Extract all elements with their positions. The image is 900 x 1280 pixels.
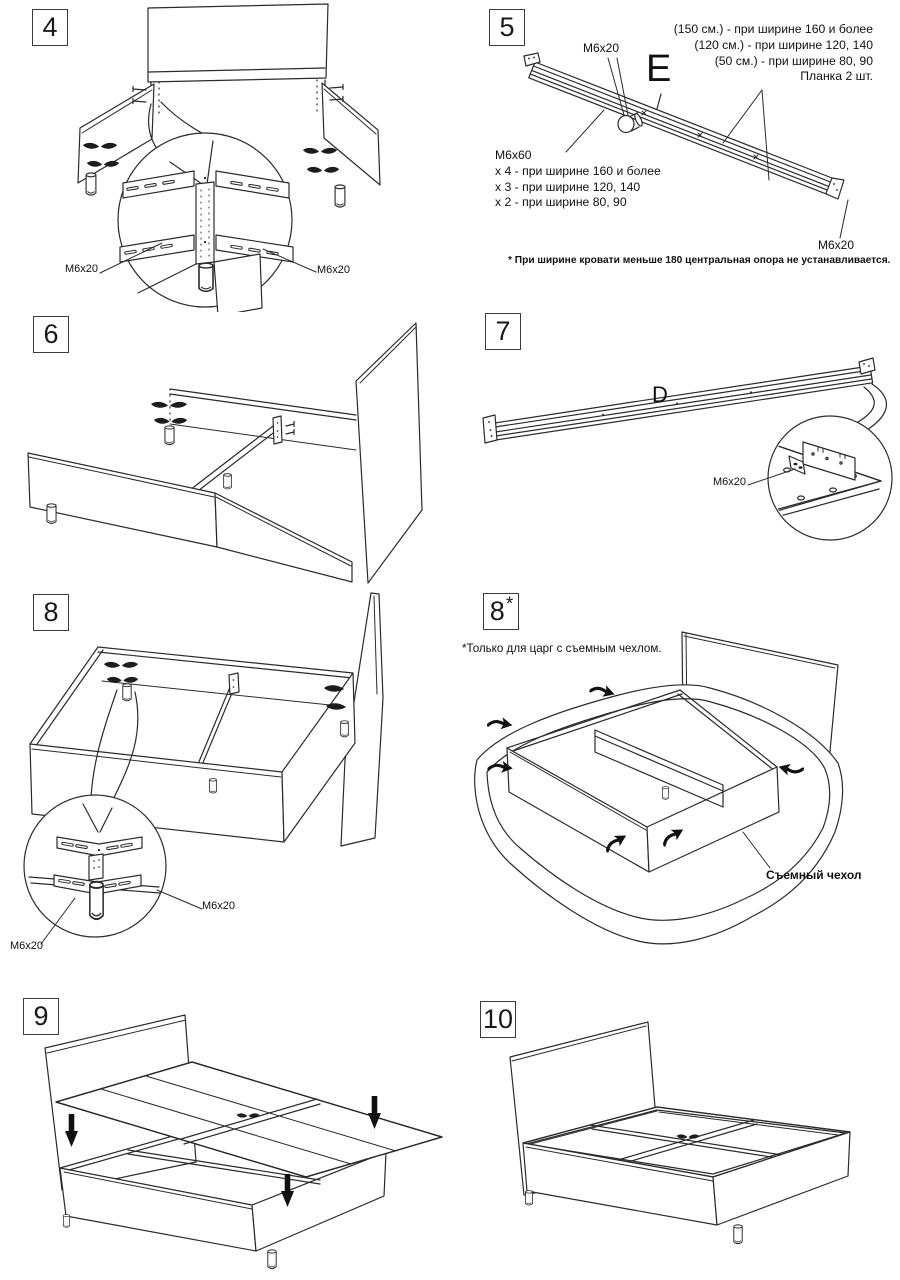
step-9-illustration — [0, 990, 460, 1280]
bed-leg-icon — [341, 721, 349, 737]
hardware-label-m6x20: M6x20 — [65, 263, 99, 275]
support-leg-icon — [224, 474, 232, 489]
step-6-illustration — [20, 313, 460, 600]
step-number: 8 — [489, 596, 505, 626]
hardware-label-m6x20: M6x20 — [583, 41, 620, 55]
step-4-panel — [20, 0, 460, 312]
bed-leg-icon — [123, 684, 131, 701]
part-letter-label: E — [646, 48, 673, 90]
hardware-label-m6x20: M6x20 — [202, 900, 236, 912]
bolt-spec-label: M6x60 — [495, 148, 532, 162]
press-arrow-icon — [488, 715, 514, 731]
bolt-count-line: x 2 - при ширине 80, 90 — [495, 195, 627, 210]
bolt-count-note — [495, 148, 661, 211]
step-9-panel — [0, 990, 460, 1280]
bed-leg-icon — [90, 882, 103, 919]
corner-bracket-icon — [107, 677, 138, 683]
bed-leg-icon — [86, 173, 96, 195]
step-9-number-box — [23, 998, 59, 1035]
step-number: 9 — [33, 1001, 49, 1031]
plank-size-note — [674, 22, 873, 85]
removable-cover-outline — [475, 685, 843, 944]
step-4-number-box — [32, 9, 68, 46]
step-7-panel — [455, 300, 900, 597]
step-8-number-box — [33, 594, 69, 631]
step-7-illustration — [455, 300, 900, 597]
hardware-label-m6x20: M6x20 — [818, 238, 855, 252]
size-note-line: (150 см.) - при ширине 160 и более — [673, 22, 873, 36]
bed-leg-icon — [199, 263, 213, 291]
support-leg-icon — [210, 779, 217, 793]
hardware-label-m6x20: M6x20 — [713, 476, 747, 488]
bolt-icon — [618, 113, 644, 133]
size-note-line: Планка 2 шт. — [800, 69, 873, 84]
bolt-count-line: x 3 - при ширине 120, 140 — [495, 179, 641, 194]
step-10-number-box — [480, 1001, 516, 1038]
width-footnote: * При ширине кровати меньше 180 центральная опора не устанавливается. — [508, 255, 891, 266]
step-6-number-box — [33, 316, 69, 353]
step-number-asterisk: * — [505, 593, 514, 615]
support-leg-icon — [662, 787, 668, 800]
bed-leg-icon — [165, 426, 174, 445]
size-note-line: (120 см.) - при ширине 120, 140 — [694, 37, 873, 52]
step-5-panel — [480, 0, 900, 278]
step-number: 6 — [43, 319, 59, 349]
step-8-panel — [5, 580, 455, 982]
bed-leg-icon — [734, 1225, 742, 1244]
step-10-panel — [460, 990, 900, 1280]
step-8-illustration — [5, 580, 455, 982]
step-5-number-box — [489, 9, 525, 46]
part-letter-label: D — [652, 382, 668, 407]
removable-cover-label: Съемный чехол — [766, 868, 862, 882]
cover-applicability-note: *Только для царг с съемным чехлом. — [462, 642, 662, 655]
corner-bracket-icon — [104, 662, 138, 668]
step-number: 10 — [482, 1004, 514, 1034]
bed-leg-icon — [63, 1215, 69, 1228]
hardware-label-m6x20: M6x20 — [10, 940, 44, 952]
size-note-line: (50 см.) - при ширине 80, 90 — [714, 53, 873, 68]
step-10-illustration — [460, 990, 900, 1280]
bed-leg-icon — [526, 1191, 533, 1205]
step-number: 8 — [43, 597, 59, 627]
corner-bracket-icon — [307, 167, 339, 173]
corner-bracket-icon — [303, 148, 337, 154]
hardware-label-m6x20: M6x20 — [317, 264, 351, 276]
step-8a-panel — [455, 580, 900, 992]
bed-leg-icon — [268, 1250, 276, 1269]
bed-leg-icon — [47, 504, 56, 524]
step-number: 4 — [42, 12, 58, 42]
bolt-count-line: x 4 - при ширине 160 и более — [495, 163, 661, 178]
step-number: 7 — [495, 316, 511, 346]
step-7-number-box — [485, 313, 521, 350]
step-6-panel — [20, 313, 460, 600]
bed-leg-icon — [335, 185, 345, 207]
step-8a-number-box — [483, 593, 519, 630]
step-number: 5 — [499, 12, 515, 42]
bolt-icons — [133, 85, 343, 104]
corner-bracket-icon — [151, 402, 187, 408]
